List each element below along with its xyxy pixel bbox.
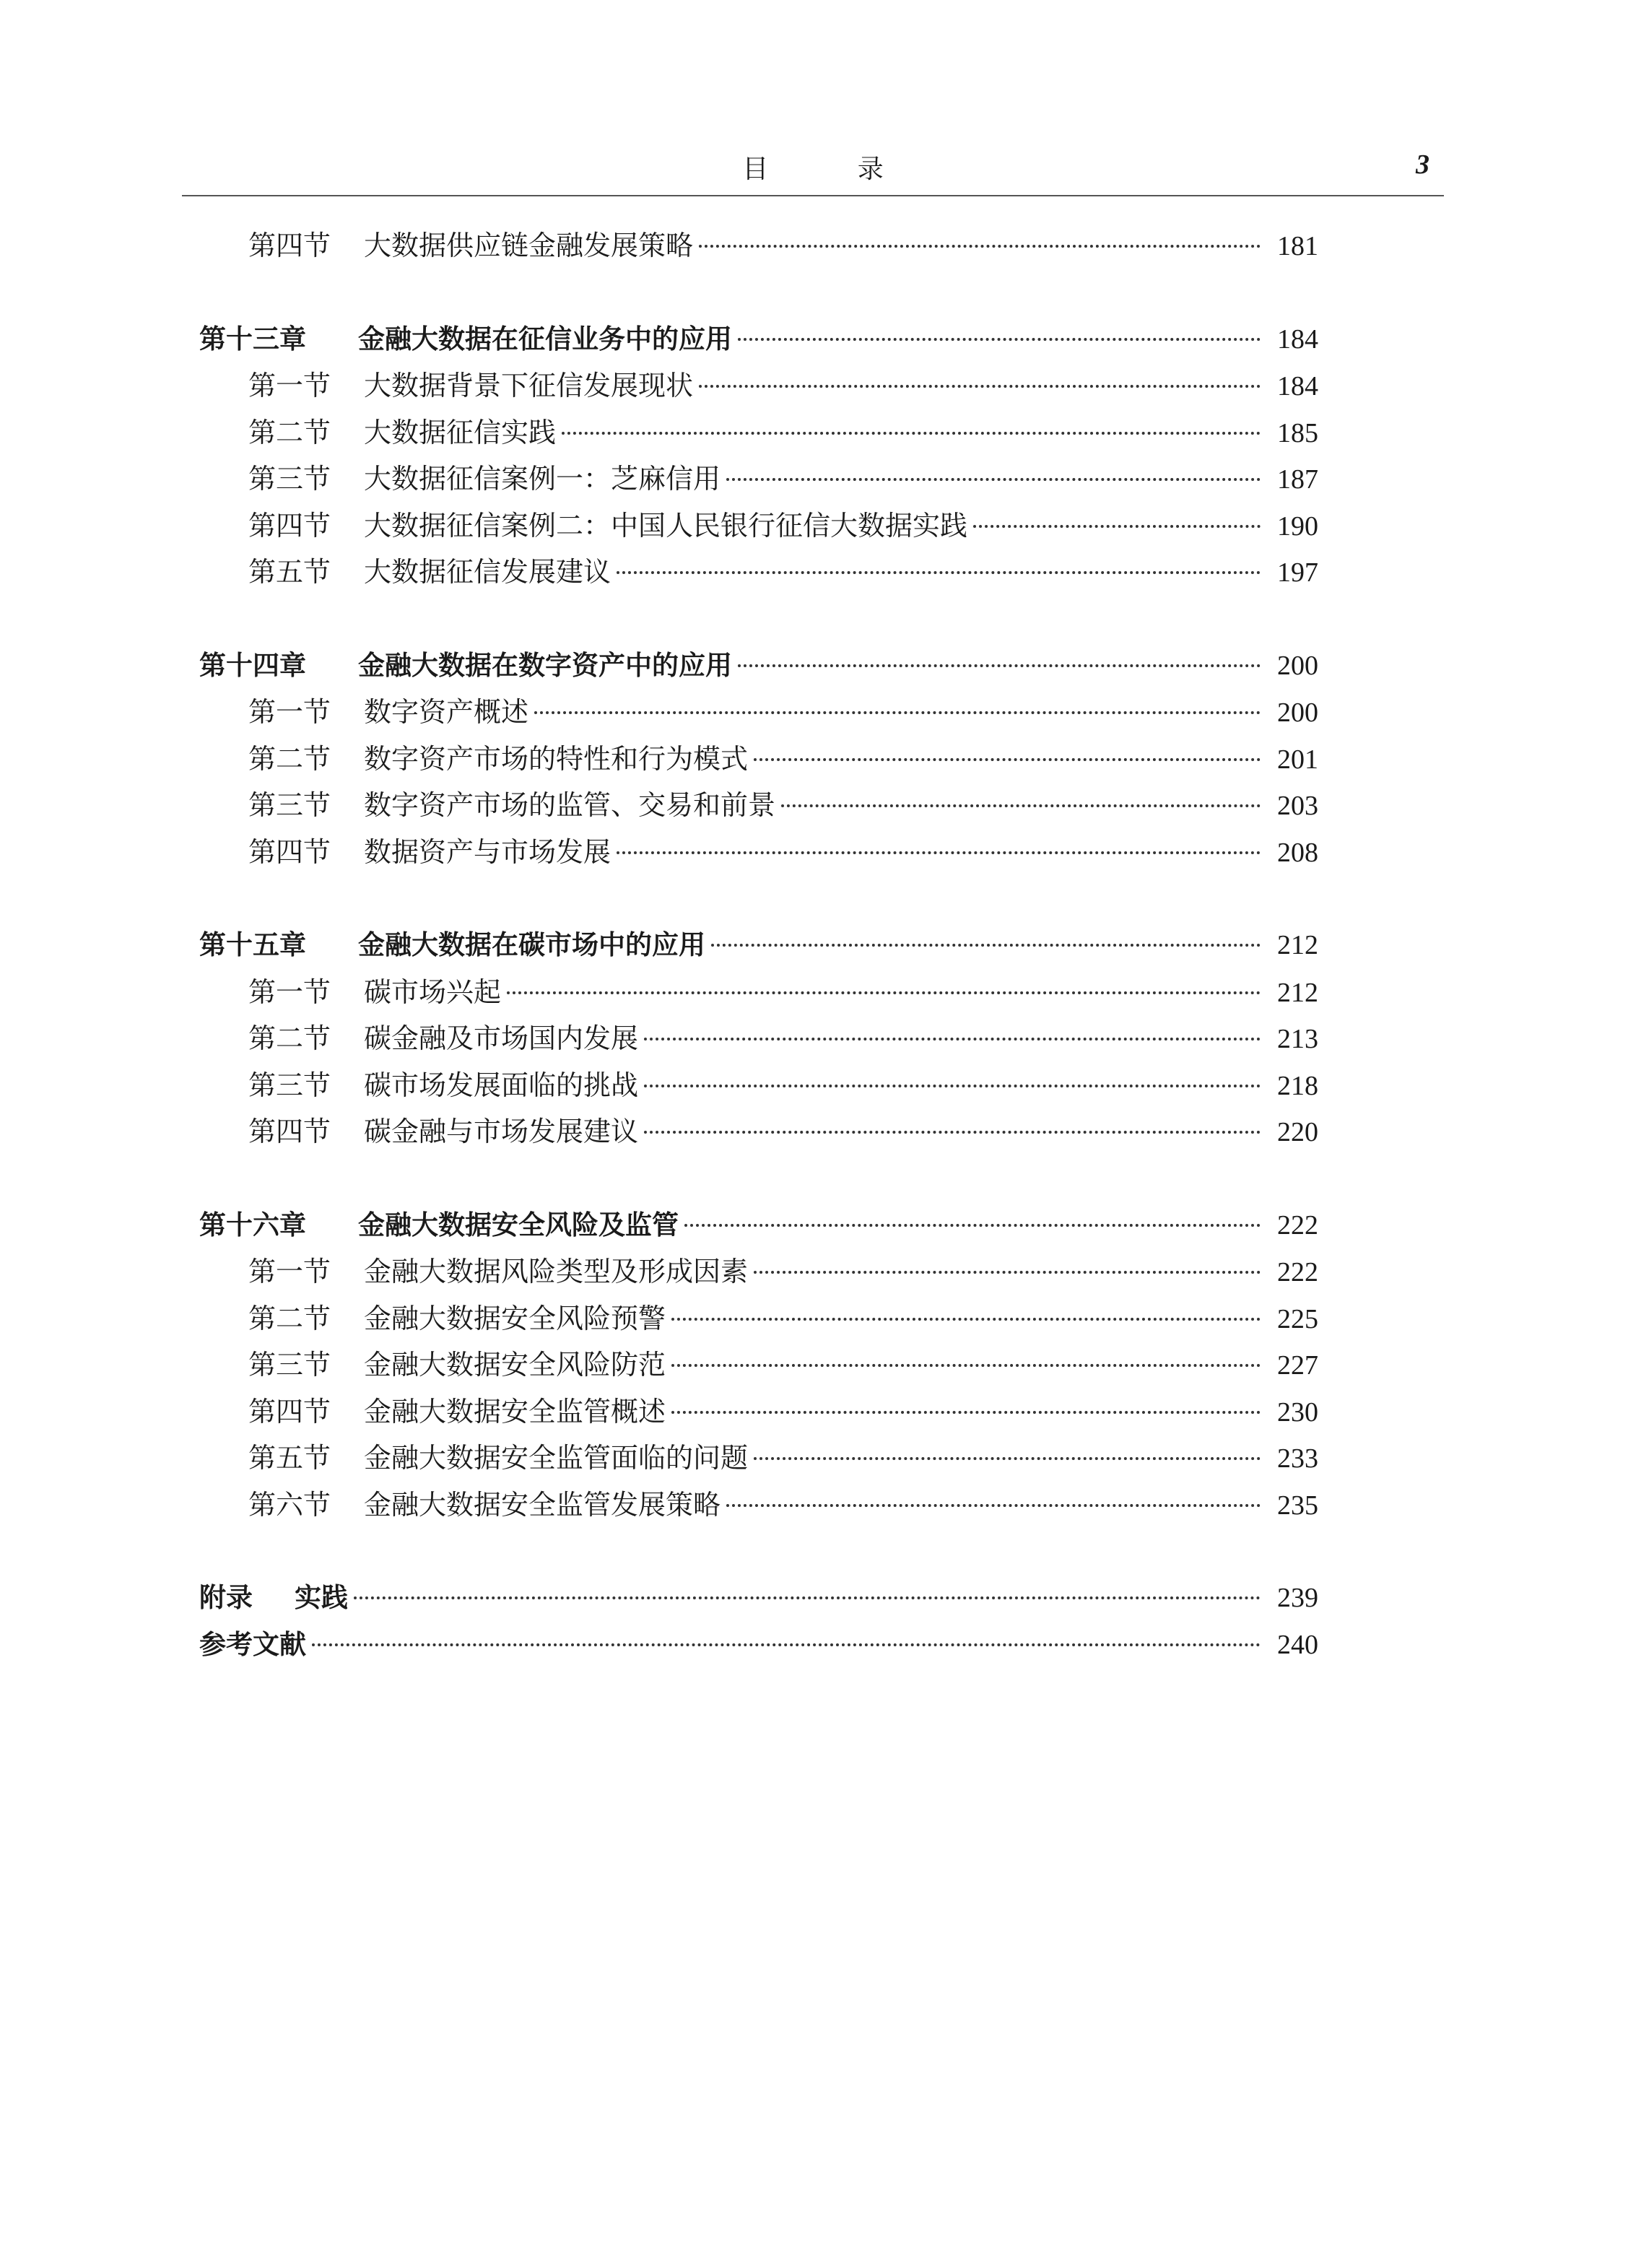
dot-leader — [781, 804, 1261, 807]
toc-chapter-entry[interactable] — [199, 922, 1318, 969]
toc-section-entry[interactable] — [199, 362, 1318, 409]
entry-number: 第十四章 — [199, 649, 306, 681]
dot-leader — [354, 1596, 1261, 1599]
toc-section-entry[interactable] — [199, 1108, 1318, 1155]
entry-title: 金融大数据安全风险预警 — [364, 1302, 666, 1334]
entry-title: 碳市场发展面临的挑战 — [364, 1069, 639, 1101]
entry-title: 数字资产市场的特性和行为模式 — [364, 742, 749, 775]
entry-title: 金融大数据在碳市场中的应用 — [358, 929, 705, 960]
dot-leader — [507, 991, 1261, 994]
dot-leader — [973, 524, 1261, 528]
entry-page: 200 — [1277, 650, 1318, 681]
header-title: 目 录 — [742, 155, 924, 184]
entry-page: 197 — [1277, 557, 1318, 588]
toc-section-entry[interactable] — [199, 1389, 1318, 1435]
dot-leader — [711, 943, 1261, 947]
entry-title: 参考文献 — [199, 1628, 306, 1660]
entry-page: 213 — [1277, 1024, 1318, 1054]
entry-page: 239 — [1277, 1583, 1318, 1613]
dot-leader — [312, 1643, 1261, 1646]
dot-leader — [617, 851, 1261, 854]
entry-page: 201 — [1277, 744, 1318, 775]
toc-chapter-entry[interactable] — [199, 316, 1318, 363]
entry-title: 碳金融及市场国内发展 — [364, 1022, 639, 1054]
toc-section-entry[interactable] — [199, 409, 1318, 456]
toc-section-entry[interactable] — [199, 829, 1318, 876]
entry-page: 190 — [1277, 510, 1318, 542]
entry-title: 数字资产概述 — [364, 696, 529, 728]
dot-leader — [754, 757, 1261, 761]
entry-number: 第四节 — [248, 835, 331, 868]
entry-number: 第十六章 — [199, 1209, 306, 1241]
entry-title: 金融大数据安全风险防范 — [364, 1349, 666, 1381]
dot-leader — [644, 1037, 1261, 1040]
entry-page: 212 — [1277, 930, 1318, 960]
entry-page: 203 — [1277, 791, 1318, 821]
page-number: 3 — [1416, 149, 1429, 180]
toc-backmatter-entry[interactable] — [199, 1622, 1318, 1669]
toc-section-entry[interactable] — [199, 1482, 1318, 1529]
section-gap — [199, 1155, 1318, 1202]
running-header — [182, 142, 1444, 196]
entry-page: 187 — [1277, 464, 1318, 495]
toc-section-entry[interactable] — [199, 503, 1318, 549]
entry-number: 第二节 — [248, 1022, 331, 1054]
dot-leader — [671, 1410, 1261, 1414]
entry-page: 230 — [1277, 1396, 1318, 1428]
section-gap — [199, 1528, 1318, 1575]
toc-chapter-entry[interactable] — [199, 1202, 1318, 1249]
dot-leader — [644, 1084, 1261, 1087]
section-gap — [199, 596, 1318, 643]
entry-number: 附录 — [199, 1582, 253, 1613]
dot-leader — [754, 1456, 1261, 1460]
entry-number: 第二节 — [248, 1302, 331, 1334]
toc-chapter-entry[interactable] — [199, 643, 1318, 690]
toc-section-entry[interactable] — [199, 1062, 1318, 1109]
entry-title: 金融大数据在数字资产中的应用 — [358, 649, 732, 681]
entry-title: 大数据征信发展建议 — [364, 556, 611, 588]
entry-title: 大数据征信实践 — [364, 416, 557, 448]
toc-section-entry[interactable] — [199, 1248, 1318, 1295]
entry-page: 218 — [1277, 1070, 1318, 1101]
dot-leader — [699, 384, 1261, 388]
entry-number: 第四节 — [248, 230, 331, 261]
toc-section-entry[interactable] — [199, 782, 1318, 829]
toc-section-entry[interactable] — [199, 222, 1318, 269]
entry-page: 184 — [1277, 323, 1318, 355]
toc-section-entry[interactable] — [199, 689, 1318, 736]
entry-title: 金融大数据在征信业务中的应用 — [358, 323, 732, 355]
entry-page: 220 — [1277, 1117, 1318, 1147]
table-of-contents — [199, 222, 1318, 1668]
entry-number: 第一节 — [248, 696, 331, 728]
entry-title: 大数据征信案例一：芝麻信用 — [364, 463, 721, 495]
toc-section-entry[interactable] — [199, 1435, 1318, 1482]
entry-title: 金融大数据安全风险及监管 — [358, 1209, 679, 1241]
entry-title: 金融大数据安全监管概述 — [364, 1395, 666, 1428]
toc-section-entry[interactable] — [199, 969, 1318, 1016]
entry-title: 金融大数据安全监管发展策略 — [364, 1488, 721, 1521]
entry-title: 碳金融与市场发展建议 — [364, 1116, 639, 1147]
dot-leader — [738, 664, 1261, 667]
entry-title: 数据资产与市场发展 — [364, 835, 611, 868]
entry-number: 第十三章 — [199, 323, 306, 355]
entry-title: 金融大数据安全监管面临的问题 — [364, 1442, 749, 1474]
entry-number: 第三节 — [248, 463, 331, 495]
entry-page: 240 — [1277, 1629, 1318, 1660]
dot-leader — [562, 431, 1261, 435]
toc-section-entry[interactable] — [199, 456, 1318, 503]
entry-page: 184 — [1277, 371, 1318, 401]
entry-page: 227 — [1277, 1350, 1318, 1381]
toc-section-entry[interactable] — [199, 1295, 1318, 1342]
entry-number: 第三节 — [248, 1349, 331, 1381]
dot-leader — [754, 1270, 1261, 1274]
dot-leader — [671, 1363, 1261, 1367]
entry-page: 200 — [1277, 698, 1318, 728]
entry-number: 第三节 — [248, 1069, 331, 1101]
entry-title: 大数据征信案例二：中国人民银行征信大数据实践 — [364, 509, 968, 542]
toc-section-entry[interactable] — [199, 549, 1318, 596]
entry-page: 212 — [1277, 977, 1318, 1008]
entry-title: 实践 — [295, 1582, 348, 1613]
entry-number: 第三节 — [248, 789, 331, 821]
entry-page: 235 — [1277, 1490, 1318, 1521]
entry-number: 第一节 — [248, 370, 331, 401]
dot-leader — [738, 337, 1261, 341]
entry-title: 大数据供应链金融发展策略 — [364, 230, 694, 261]
section-gap — [199, 875, 1318, 922]
entry-number: 第二节 — [248, 416, 331, 448]
entry-page: 233 — [1277, 1443, 1318, 1474]
entry-title: 金融大数据风险类型及形成因素 — [364, 1256, 749, 1287]
entry-number: 第五节 — [248, 556, 331, 588]
entry-number: 第五节 — [248, 1442, 331, 1474]
entry-number: 第六节 — [248, 1488, 331, 1521]
entry-title: 碳市场兴起 — [364, 976, 502, 1008]
dot-leader — [699, 244, 1261, 248]
dot-leader — [671, 1317, 1261, 1321]
toc-section-entry[interactable] — [199, 1015, 1318, 1062]
entry-title: 数字资产市场的监管、交易和前景 — [364, 789, 776, 821]
entry-number: 第二节 — [248, 742, 331, 775]
dot-leader — [726, 477, 1261, 481]
entry-title: 大数据背景下征信发展现状 — [364, 370, 694, 401]
toc-backmatter-entry[interactable] — [199, 1575, 1318, 1622]
entry-number: 第一节 — [248, 1256, 331, 1287]
entry-number: 第四节 — [248, 1116, 331, 1147]
dot-leader — [617, 570, 1261, 574]
entry-page: 181 — [1277, 231, 1318, 261]
toc-section-entry[interactable] — [199, 1342, 1318, 1389]
dot-leader — [726, 1503, 1261, 1507]
entry-page: 225 — [1277, 1303, 1318, 1334]
entry-number: 第十五章 — [199, 929, 306, 960]
entry-page: 222 — [1277, 1209, 1318, 1241]
dot-leader — [684, 1223, 1261, 1227]
entry-number: 第四节 — [248, 509, 331, 542]
entry-number: 第四节 — [248, 1395, 331, 1428]
entry-number: 第一节 — [248, 976, 331, 1008]
entry-page: 222 — [1277, 1257, 1318, 1287]
dot-leader — [534, 711, 1261, 714]
dot-leader — [644, 1130, 1261, 1134]
entry-page: 185 — [1277, 417, 1318, 448]
section-gap — [199, 269, 1318, 316]
entry-page: 208 — [1277, 837, 1318, 868]
toc-section-entry[interactable] — [199, 736, 1318, 783]
